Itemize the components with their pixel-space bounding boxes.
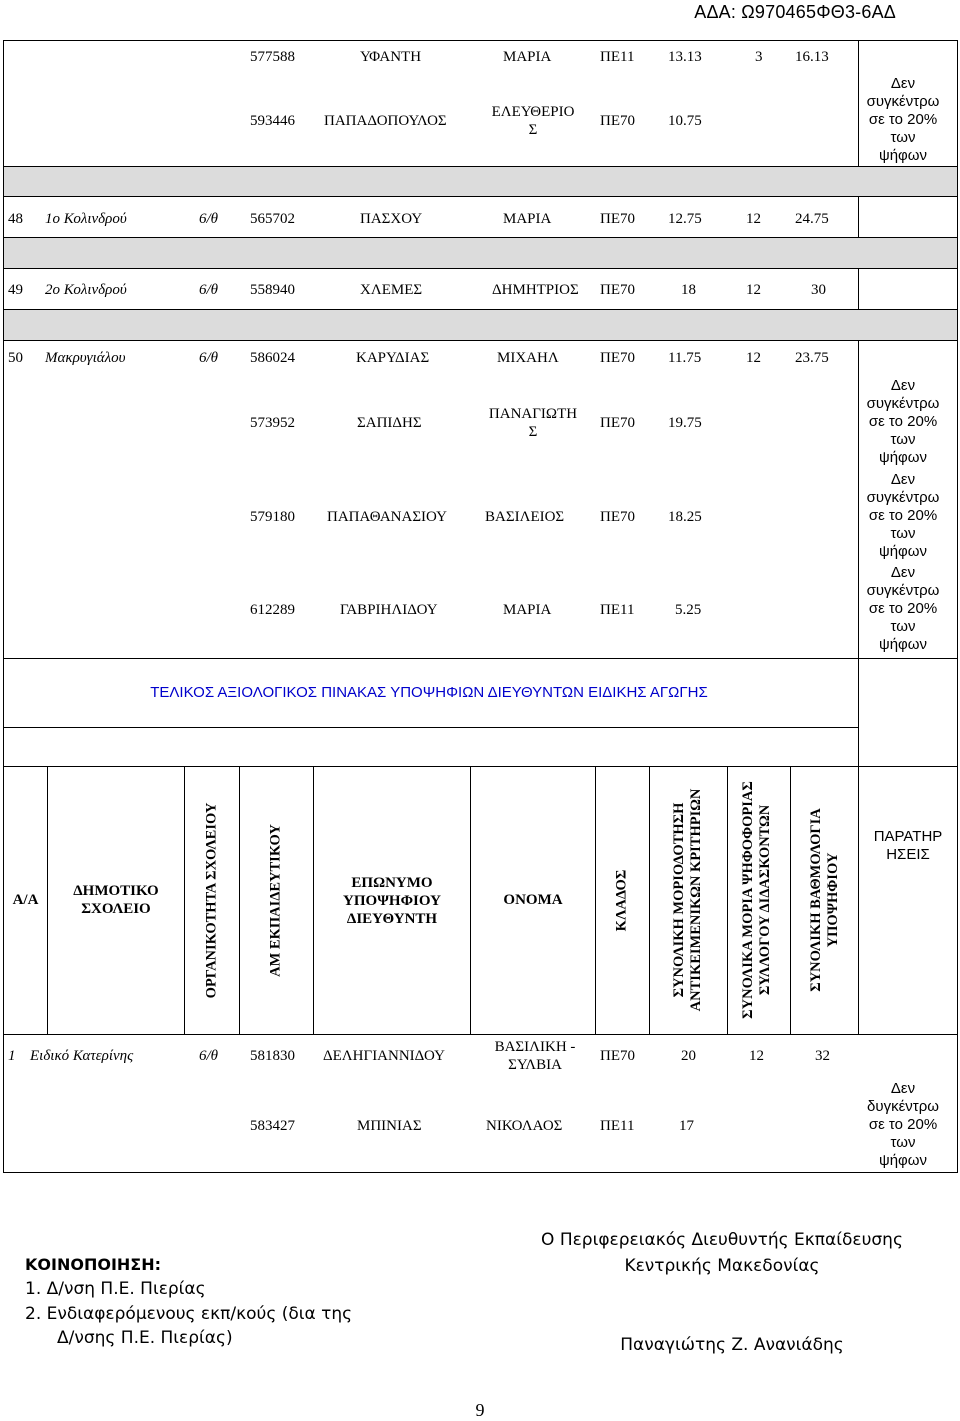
header-score: ΣΥΝΟΛΙΚΗ ΜΟΡΙΟΔΟΤΗΣΗ ΑΝΤΙΚΕΙΜΕΝΙΚΩΝ ΚΡΙΤΗΡΙΩΝ — [671, 788, 704, 1012]
branch-cell: ΠΕ70 — [600, 1048, 635, 1064]
surname-cell: ΔΕΛΗΓΙΑΝΝΙΔΟΥ — [323, 1048, 445, 1064]
header-am: ΑΜ ΕΚΠΑΙΔΕΥΤΙΚΟΥ — [267, 824, 284, 977]
am-cell: 558940 — [250, 282, 295, 298]
surname-cell: ΠΑΠΑΔΟΠΟΥΛΟΣ — [324, 113, 447, 129]
am-cell: 579180 — [250, 509, 295, 525]
org-cell: 6/θ — [199, 211, 219, 227]
signature-title: Ο Περιφερειακός Διευθυντής Εκπαίδευσης — [541, 1230, 903, 1250]
row-number: 1 — [8, 1048, 16, 1064]
total-cell: 32 — [815, 1048, 830, 1064]
cc-item-2-cont: Δ/νσης Π.Ε. Πιερίας) — [57, 1328, 233, 1348]
name-cell: ΜΙΧΑΗΛ — [497, 350, 559, 366]
org-cell: 6/θ — [199, 350, 219, 366]
votes-cell: 12 — [746, 282, 761, 298]
school-cell: Μακρυγιάλου — [45, 350, 126, 366]
score-cell: 20 — [681, 1048, 696, 1064]
separator-band — [4, 310, 957, 340]
page-number: 9 — [475, 1400, 485, 1420]
branch-cell: ΠΕ11 — [600, 602, 635, 618]
separator-band — [4, 238, 957, 268]
surname-cell: ΥΦΑΝΤΗ — [360, 49, 422, 65]
header-branch: ΚΛΑΔΟΣ — [613, 869, 630, 932]
am-cell: 612289 — [250, 602, 295, 618]
header-col-divider — [649, 766, 650, 1034]
score-cell: 18 — [681, 282, 696, 298]
hline — [3, 727, 858, 728]
am-cell: 565702 — [250, 211, 295, 227]
school-cell: 1ο Κολινδρού — [45, 211, 127, 227]
hline — [3, 658, 958, 659]
cc-item-2: 2. Ενδιαφερόμενους εκπ/κούς (δια της — [25, 1304, 353, 1324]
surname-cell: ΠΑΣΧΟΥ — [360, 211, 423, 227]
hline — [3, 1034, 958, 1035]
name-cell: ΜΑΡΙΑ — [503, 602, 552, 618]
score-cell: 12.75 — [668, 211, 702, 227]
header-organikotita: ΟΡΓΑΝΙΚΟΤΗΤΑ ΣΧΟΛΕΙΟΥ — [203, 802, 220, 999]
surname-cell: ΠΑΠΑΘΑΝΑΣΙΟΥ — [327, 509, 447, 525]
score-cell: 10.75 — [668, 113, 702, 129]
am-cell: 577588 — [250, 49, 295, 65]
note-cell: Δεν συγκέντρω σε το 20% των ψήφων — [866, 377, 940, 466]
hline — [3, 268, 958, 269]
branch-cell: ΠΕ70 — [600, 509, 635, 525]
hline — [3, 40, 958, 41]
surname-cell: ΧΛΕΜΕΣ — [360, 282, 423, 298]
name-cell: ΒΑΣΙΛΙΚΗ - — [494, 1039, 576, 1055]
branch-cell: ΠΕ70 — [600, 211, 635, 227]
header-col-divider — [239, 766, 240, 1034]
total-cell: 23.75 — [795, 350, 829, 366]
surname-cell: ΓΑΒΡΙΗΛΙΔΟΥ — [340, 602, 438, 618]
total-cell: 30 — [811, 282, 826, 298]
name-cell: ΕΛΕΥΘΕΡΙΟ — [491, 104, 575, 120]
hline — [3, 340, 958, 341]
votes-cell: 12 — [746, 350, 761, 366]
header-name: ΟΝΟΜΑ — [503, 892, 563, 908]
special-table-title: ΤΕΛΙΚΟΣ ΑΞΙΟΛΟΓΙΚΟΣ ΠΙΝΑΚΑΣ ΥΠΟΨΗΦΙΩΝ ΔΙΕΥΘΥΝΤΩΝ ΕΙΔΙΚΗΣ ΑΓΩΓΗΣ — [150, 684, 708, 701]
total-cell: 24.75 — [795, 211, 829, 227]
signer-name: Παναγιώτης Ζ. Ανανιάδης — [620, 1335, 844, 1355]
name-cell: ΜΑΡΙΑ — [503, 49, 552, 65]
header-col-divider — [790, 766, 791, 1034]
branch-cell: ΠΕ70 — [600, 282, 635, 298]
total-cell: 16.13 — [795, 49, 829, 65]
score-cell: 5.25 — [675, 602, 702, 618]
cc-title: ΚΟΙΝΟΠΟΙΗΣΗ: — [25, 1255, 161, 1274]
branch-cell: ΠΕ70 — [600, 113, 635, 129]
surname-cell: ΜΠΙΝΙΑΣ — [357, 1118, 422, 1134]
school-cell: 2ο Κολινδρού — [45, 282, 127, 298]
am-cell: 583427 — [250, 1118, 295, 1134]
name-cell: ΠΑΝΑΓΙΩΤΗ — [488, 406, 578, 422]
score-cell: 19.75 — [668, 415, 702, 431]
name-cell: ΜΑΡΙΑ — [503, 211, 552, 227]
hline — [3, 766, 958, 767]
header-total: ΣΥΝΟΛΙΚΗ ΒΑΘΜΟΛΟΓΙΑ ΥΠΟΨΗΦΙΟΥ — [808, 808, 841, 992]
surname-cell: ΚΑΡΥΔΙΑΣ — [356, 350, 430, 366]
signature-title-2: Κεντρικής Μακεδονίας — [624, 1256, 820, 1276]
votes-cell: 12 — [749, 1048, 764, 1064]
table-border-left — [3, 40, 4, 1173]
votes-cell: 12 — [746, 211, 761, 227]
row-number: 49 — [8, 282, 23, 298]
am-cell: 581830 — [250, 1048, 295, 1064]
am-cell: 593446 — [250, 113, 295, 129]
score-cell: 17 — [679, 1118, 694, 1134]
surname-cell: ΣΑΠΙΔΗΣ — [357, 415, 422, 431]
header-notes: ΠΑΡΑΤΗΡ ΗΣΕΙΣ — [873, 828, 943, 863]
note-cell: Δεν δυγκέντρω σε το 20% των ψήφων — [867, 1080, 939, 1169]
header-col-divider — [184, 766, 185, 1034]
name-cell-line2: ΣΥΛΒΙΑ — [508, 1057, 562, 1073]
branch-cell: ΠΕ11 — [600, 1118, 635, 1134]
votes-cell: 3 — [755, 49, 763, 65]
header-col-divider — [727, 766, 728, 1034]
name-cell-line2: Σ — [528, 424, 538, 440]
note-cell: Δεν συγκέντρω σε το 20% των ψήφων — [866, 471, 940, 560]
name-cell: ΒΑΣΙΛΕΙΟΣ — [485, 509, 565, 525]
row-number: 50 — [8, 350, 23, 366]
table-border-right — [957, 40, 958, 1173]
name-cell: ΝΙΚΟΛΑΟΣ — [486, 1118, 563, 1134]
hline — [3, 196, 958, 197]
note-cell: Δεν συγκέντρω σε το 20% των ψήφων — [866, 75, 940, 164]
branch-cell: ΠΕ70 — [600, 415, 635, 431]
header-votes: ΣΥΝΟΛΙΚΑ ΜΟΡΙΑ ΨΗΦΟΦΟΡΙΑΣ ΣΥΛΛΟΓΟΥ ΔΙΔΑΣΚΟΝΤΩΝ — [740, 781, 773, 1019]
header-surname: ΕΠΩΝΥΜΟ ΥΠΟΨΗΦΙΟΥ ΔΙΕΥΘΥΝΤΗ — [343, 875, 441, 927]
header-school: ΔΗΜΟΤΙΚΟ ΣΧΟΛΕΙΟ — [73, 883, 159, 917]
row-number: 48 — [8, 211, 23, 227]
org-cell: 6/θ — [199, 1048, 219, 1064]
branch-cell: ΠΕ70 — [600, 350, 635, 366]
note-cell: Δεν συγκέντρω σε το 20% των ψήφων — [866, 564, 940, 653]
cc-item-1: 1. Δ/νση Π.Ε. Πιερίας — [25, 1279, 206, 1299]
name-cell-line2: Σ — [528, 122, 538, 138]
separator-band — [4, 167, 957, 196]
header-aa: Α/Α — [12, 892, 39, 908]
score-cell: 11.75 — [668, 350, 702, 366]
branch-cell: ΠΕ11 — [600, 49, 635, 65]
am-cell: 573952 — [250, 415, 295, 431]
table-border-mid2 — [858, 658, 859, 766]
am-cell: 586024 — [250, 350, 295, 366]
header-col-divider — [595, 766, 596, 1034]
name-cell: ΔΗΜΗΤΡΙΟΣ — [492, 282, 579, 298]
score-cell: 18.25 — [668, 509, 702, 525]
document-code: ΑΔΑ: Ω970465ΦΘ3-6ΑΔ — [694, 2, 896, 22]
score-cell: 13.13 — [668, 49, 702, 65]
hline — [3, 1172, 958, 1173]
school-cell: Ειδικό Κατερίνης — [30, 1048, 134, 1064]
org-cell: 6/θ — [199, 282, 219, 298]
header-col-divider — [858, 766, 859, 1034]
